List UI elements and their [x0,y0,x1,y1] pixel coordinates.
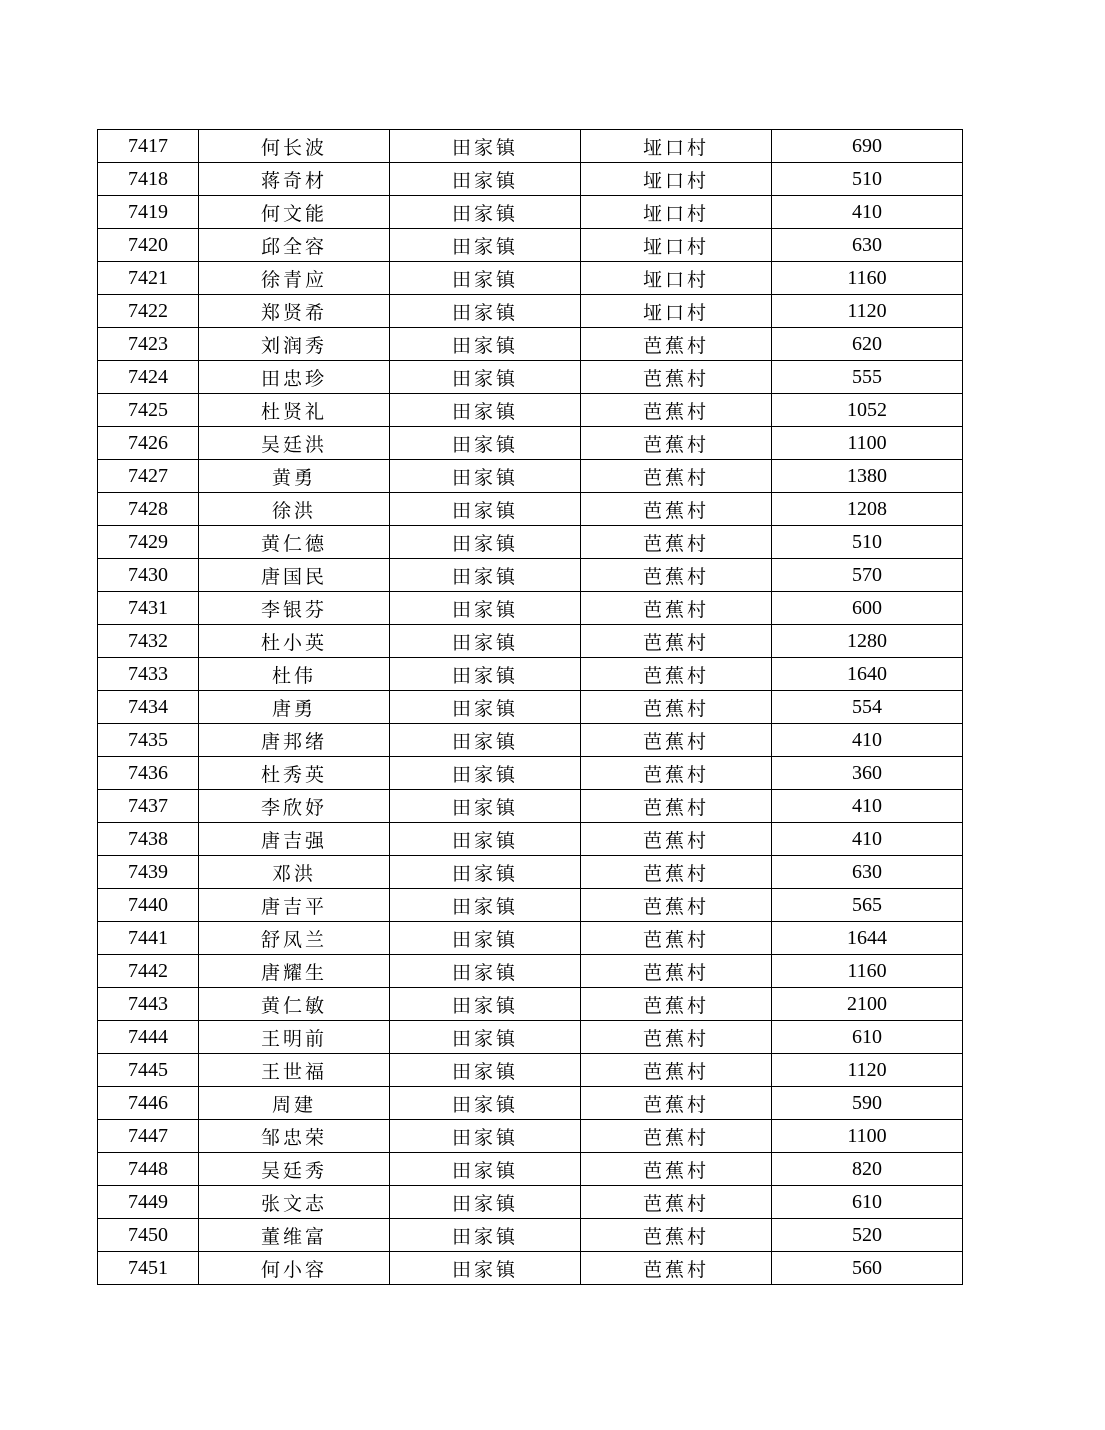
cell-village: 芭蕉村 [581,724,772,757]
table-row [98,394,963,427]
cell-name: 董维富 [199,1219,390,1252]
cell-amount: 1640 [772,658,963,691]
cell-village: 芭蕉村 [581,1054,772,1087]
cell-village: 芭蕉村 [581,559,772,592]
cell-id: 7450 [98,1219,199,1252]
cell-id: 7438 [98,823,199,856]
cell-id: 7446 [98,1087,199,1120]
cell-name: 吴廷秀 [199,1153,390,1186]
cell-id: 7445 [98,1054,199,1087]
cell-name: 唐吉强 [199,823,390,856]
cell-village: 垭口村 [581,295,772,328]
cell-amount: 1052 [772,394,963,427]
cell-amount: 410 [772,790,963,823]
cell-amount: 555 [772,361,963,394]
cell-amount: 620 [772,328,963,361]
cell-amount: 410 [772,196,963,229]
cell-town: 田家镇 [390,658,581,691]
cell-amount: 690 [772,130,963,163]
cell-town: 田家镇 [390,196,581,229]
cell-name: 周建 [199,1087,390,1120]
cell-id: 7422 [98,295,199,328]
cell-name: 唐邦绪 [199,724,390,757]
cell-village: 垭口村 [581,262,772,295]
cell-id: 7417 [98,130,199,163]
cell-name: 杜秀英 [199,757,390,790]
cell-town: 田家镇 [390,1087,581,1120]
cell-id: 7426 [98,427,199,460]
table-row [98,955,963,988]
cell-town: 田家镇 [390,427,581,460]
cell-name: 何长波 [199,130,390,163]
cell-town: 田家镇 [390,559,581,592]
cell-id: 7448 [98,1153,199,1186]
table-row [98,922,963,955]
cell-amount: 1208 [772,493,963,526]
cell-town: 田家镇 [390,1219,581,1252]
cell-town: 田家镇 [390,691,581,724]
table-row [98,460,963,493]
cell-village: 芭蕉村 [581,328,772,361]
cell-name: 张文志 [199,1186,390,1219]
cell-id: 7440 [98,889,199,922]
cell-id: 7443 [98,988,199,1021]
cell-name: 王明前 [199,1021,390,1054]
table-row [98,823,963,856]
cell-village: 垭口村 [581,130,772,163]
cell-id: 7435 [98,724,199,757]
cell-id: 7421 [98,262,199,295]
cell-id: 7449 [98,1186,199,1219]
cell-village: 芭蕉村 [581,691,772,724]
cell-village: 芭蕉村 [581,1021,772,1054]
cell-id: 7442 [98,955,199,988]
table-row [98,1186,963,1219]
cell-id: 7430 [98,559,199,592]
cell-name: 唐耀生 [199,955,390,988]
cell-village: 芭蕉村 [581,427,772,460]
cell-amount: 410 [772,724,963,757]
cell-village: 芭蕉村 [581,1219,772,1252]
cell-town: 田家镇 [390,526,581,559]
cell-id: 7432 [98,625,199,658]
cell-town: 田家镇 [390,790,581,823]
table-row [98,1252,963,1285]
cell-amount: 520 [772,1219,963,1252]
table-row [98,988,963,1021]
table-row [98,691,963,724]
table-row [98,889,963,922]
table-row [98,295,963,328]
cell-village: 芭蕉村 [581,823,772,856]
table-body [98,130,963,1285]
table-row [98,130,963,163]
cell-town: 田家镇 [390,163,581,196]
cell-name: 李欣妤 [199,790,390,823]
cell-town: 田家镇 [390,295,581,328]
table-row [98,262,963,295]
table-row [98,229,963,262]
table-row [98,757,963,790]
cell-name: 郑贤希 [199,295,390,328]
cell-town: 田家镇 [390,823,581,856]
cell-id: 7447 [98,1120,199,1153]
cell-name: 李银芬 [199,592,390,625]
cell-name: 王世福 [199,1054,390,1087]
cell-name: 唐国民 [199,559,390,592]
cell-village: 芭蕉村 [581,856,772,889]
cell-name: 杜小英 [199,625,390,658]
cell-amount: 560 [772,1252,963,1285]
table-row [98,1021,963,1054]
cell-id: 7423 [98,328,199,361]
cell-name: 田忠珍 [199,361,390,394]
table-row [98,493,963,526]
cell-village: 芭蕉村 [581,625,772,658]
cell-amount: 1644 [772,922,963,955]
cell-town: 田家镇 [390,1153,581,1186]
cell-town: 田家镇 [390,955,581,988]
cell-amount: 1120 [772,295,963,328]
table-row [98,856,963,889]
cell-amount: 510 [772,163,963,196]
cell-town: 田家镇 [390,262,581,295]
cell-village: 垭口村 [581,229,772,262]
cell-amount: 510 [772,526,963,559]
cell-village: 芭蕉村 [581,361,772,394]
cell-town: 田家镇 [390,724,581,757]
cell-town: 田家镇 [390,328,581,361]
cell-village: 垭口村 [581,163,772,196]
cell-amount: 610 [772,1021,963,1054]
cell-amount: 1100 [772,427,963,460]
table-row [98,526,963,559]
cell-village: 芭蕉村 [581,1087,772,1120]
table-row [98,163,963,196]
cell-town: 田家镇 [390,1054,581,1087]
cell-id: 7437 [98,790,199,823]
table-row [98,1153,963,1186]
cell-village: 芭蕉村 [581,526,772,559]
cell-name: 黄仁德 [199,526,390,559]
cell-village: 芭蕉村 [581,460,772,493]
table-row [98,625,963,658]
cell-id: 7428 [98,493,199,526]
cell-id: 7444 [98,1021,199,1054]
cell-name: 唐勇 [199,691,390,724]
cell-amount: 590 [772,1087,963,1120]
cell-name: 徐青应 [199,262,390,295]
cell-amount: 600 [772,592,963,625]
table-row [98,1054,963,1087]
cell-town: 田家镇 [390,1021,581,1054]
cell-amount: 1380 [772,460,963,493]
cell-town: 田家镇 [390,1186,581,1219]
cell-name: 黄仁敏 [199,988,390,1021]
cell-name: 杜伟 [199,658,390,691]
cell-amount: 1280 [772,625,963,658]
cell-town: 田家镇 [390,625,581,658]
cell-amount: 1160 [772,955,963,988]
cell-name: 刘润秀 [199,328,390,361]
table-row [98,196,963,229]
cell-village: 芭蕉村 [581,1252,772,1285]
cell-village: 芭蕉村 [581,394,772,427]
table-row [98,328,963,361]
cell-village: 芭蕉村 [581,790,772,823]
cell-id: 7439 [98,856,199,889]
cell-name: 邓洪 [199,856,390,889]
cell-amount: 630 [772,856,963,889]
table-row [98,592,963,625]
table-row [98,559,963,592]
cell-id: 7429 [98,526,199,559]
cell-town: 田家镇 [390,460,581,493]
cell-name: 邹忠荣 [199,1120,390,1153]
table-row [98,1219,963,1252]
cell-town: 田家镇 [390,493,581,526]
table-row [98,361,963,394]
cell-amount: 1160 [772,262,963,295]
cell-amount: 820 [772,1153,963,1186]
cell-id: 7420 [98,229,199,262]
cell-village: 芭蕉村 [581,988,772,1021]
cell-town: 田家镇 [390,1120,581,1153]
cell-name: 邱全容 [199,229,390,262]
cell-village: 芭蕉村 [581,592,772,625]
cell-id: 7436 [98,757,199,790]
cell-village: 芭蕉村 [581,658,772,691]
cell-name: 徐洪 [199,493,390,526]
cell-town: 田家镇 [390,757,581,790]
cell-id: 7425 [98,394,199,427]
cell-amount: 2100 [772,988,963,1021]
cell-id: 7418 [98,163,199,196]
cell-amount: 610 [772,1186,963,1219]
cell-village: 芭蕉村 [581,493,772,526]
cell-town: 田家镇 [390,394,581,427]
cell-name: 唐吉平 [199,889,390,922]
cell-amount: 565 [772,889,963,922]
cell-village: 垭口村 [581,196,772,229]
cell-amount: 410 [772,823,963,856]
cell-name: 蒋奇材 [199,163,390,196]
cell-town: 田家镇 [390,229,581,262]
table-row [98,724,963,757]
table-row [98,790,963,823]
cell-amount: 554 [772,691,963,724]
cell-town: 田家镇 [390,922,581,955]
table-row [98,427,963,460]
cell-town: 田家镇 [390,856,581,889]
cell-village: 芭蕉村 [581,757,772,790]
cell-id: 7451 [98,1252,199,1285]
cell-town: 田家镇 [390,889,581,922]
cell-town: 田家镇 [390,988,581,1021]
cell-id: 7424 [98,361,199,394]
cell-name: 舒凤兰 [199,922,390,955]
cell-id: 7441 [98,922,199,955]
data-table [97,129,963,1285]
cell-name: 黄勇 [199,460,390,493]
cell-village: 芭蕉村 [581,889,772,922]
cell-amount: 360 [772,757,963,790]
cell-town: 田家镇 [390,592,581,625]
cell-id: 7419 [98,196,199,229]
cell-town: 田家镇 [390,130,581,163]
table-row [98,658,963,691]
cell-name: 何小容 [199,1252,390,1285]
cell-name: 何文能 [199,196,390,229]
cell-name: 吴廷洪 [199,427,390,460]
cell-village: 芭蕉村 [581,1186,772,1219]
cell-name: 杜贤礼 [199,394,390,427]
cell-id: 7427 [98,460,199,493]
cell-amount: 630 [772,229,963,262]
cell-amount: 1120 [772,1054,963,1087]
cell-village: 芭蕉村 [581,1153,772,1186]
cell-town: 田家镇 [390,1252,581,1285]
cell-village: 芭蕉村 [581,955,772,988]
cell-village: 芭蕉村 [581,922,772,955]
cell-id: 7433 [98,658,199,691]
cell-id: 7434 [98,691,199,724]
cell-amount: 1100 [772,1120,963,1153]
table-row [98,1120,963,1153]
table-row [98,1087,963,1120]
cell-village: 芭蕉村 [581,1120,772,1153]
cell-amount: 570 [772,559,963,592]
cell-town: 田家镇 [390,361,581,394]
cell-id: 7431 [98,592,199,625]
